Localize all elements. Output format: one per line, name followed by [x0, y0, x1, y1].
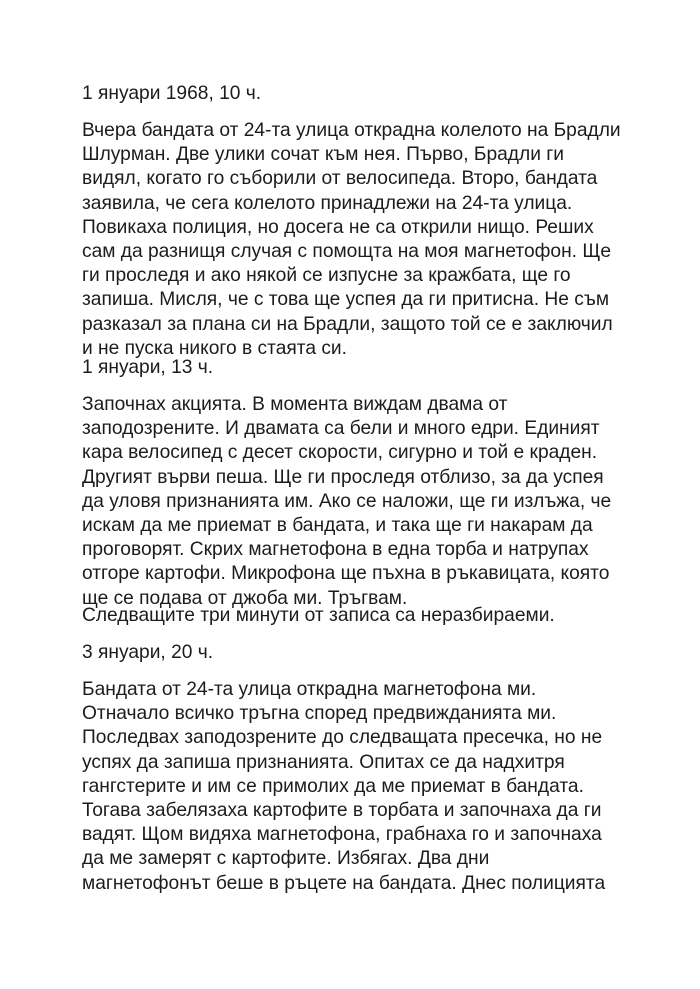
body-line: гангстерите и им се примолих да ме приемат в бандата.: [82, 775, 584, 797]
body-line: Тогава забелязаха картофите в торбата и започнаха да ги: [82, 799, 602, 821]
body-line: сам да разнищя случая с помощта на моя магнетофон. Ще: [82, 240, 612, 262]
body-line: ги проследя и ако някой се изпусне за кражбата, ще го: [82, 265, 571, 287]
body-line: и не пуска никого в стаята си.: [82, 337, 347, 359]
body-line: видял, когато го съборили от велосипеда. Второ, бандата: [82, 168, 598, 190]
body-line: Повикаха полиция, но досега не са открили нищо. Реших: [82, 216, 594, 238]
body-line: проговорят. Скрих магнетофона в една торба и натрупах: [82, 539, 589, 561]
body-line: ще се подава от джоба ми. Тръгвам.: [82, 587, 408, 609]
body-line: запиша. Мисля, че с това ще успея да ги притисна. Не съм: [82, 289, 610, 311]
body-line: искам да ме приемат в бандата, и така ще ги накарам да: [82, 514, 593, 536]
body-line: да уловя признанията им. Ако се наложи, ще ги излъжа, че: [82, 490, 612, 512]
note-text: Следващите три минути от записа са неразбираеми.: [82, 605, 555, 626]
body-line: Последвах заподозрените до следващата пресечка, но не: [82, 727, 603, 749]
entry-body: [82, 119, 621, 361]
entry-heading: [82, 641, 213, 665]
body-line: Другият върви пеша. Ще ги проследя отблизо, за да успея: [82, 466, 604, 488]
body-line: Вчера бандата от 24-та улица открадна колелото на Брадли: [82, 120, 621, 141]
body-line: вадят. Щом видяха магнетофона, грабнаха го и започнаха: [82, 824, 602, 846]
body-line: успях да запиша признанията. Опитах се да надхитря: [82, 751, 565, 773]
body-line: Шлурман. Две улики сочат към нея. Първо, Брадли ги: [82, 144, 564, 166]
body-line: магнетофонът беше в ръцете на бандата. Днес полицията: [82, 872, 606, 894]
body-line: кара велосипед с десет скорости, сигурно и той е краден.: [82, 442, 598, 464]
heading-text: 3 януари, 20 ч.: [82, 642, 214, 663]
recording-note: [82, 604, 555, 628]
body-line: заподозрените. И двамата са бели и много едри. Единият: [82, 418, 600, 440]
body-line: Бандата от 24-та улица открадна магнетофона ми.: [82, 679, 537, 700]
entry-body: [82, 393, 611, 611]
body-line: да ме замерят с картофите. Избягах. Два дни: [82, 848, 490, 870]
entry-heading: [82, 82, 261, 106]
body-line: Започнах акцията. В момента виждам двама от: [82, 394, 508, 415]
body-line: заявила, че сега колелото принадлежи на 24-та улица.: [82, 192, 573, 214]
heading-text: 1 януари, 13 ч.: [82, 357, 214, 378]
entry-heading: [82, 356, 213, 380]
body-line: разказал за плана си на Брадли, защото той се е заключил: [82, 313, 613, 335]
body-line: Отначало всичко тръгна според предвижданията ми.: [82, 703, 557, 725]
heading-text: 1 януари 1968, 10 ч.: [82, 83, 262, 104]
body-line: отгоре картофи. Микрофона ще пъхна в ръкавицата, която: [82, 563, 610, 585]
entry-body: [82, 678, 605, 896]
